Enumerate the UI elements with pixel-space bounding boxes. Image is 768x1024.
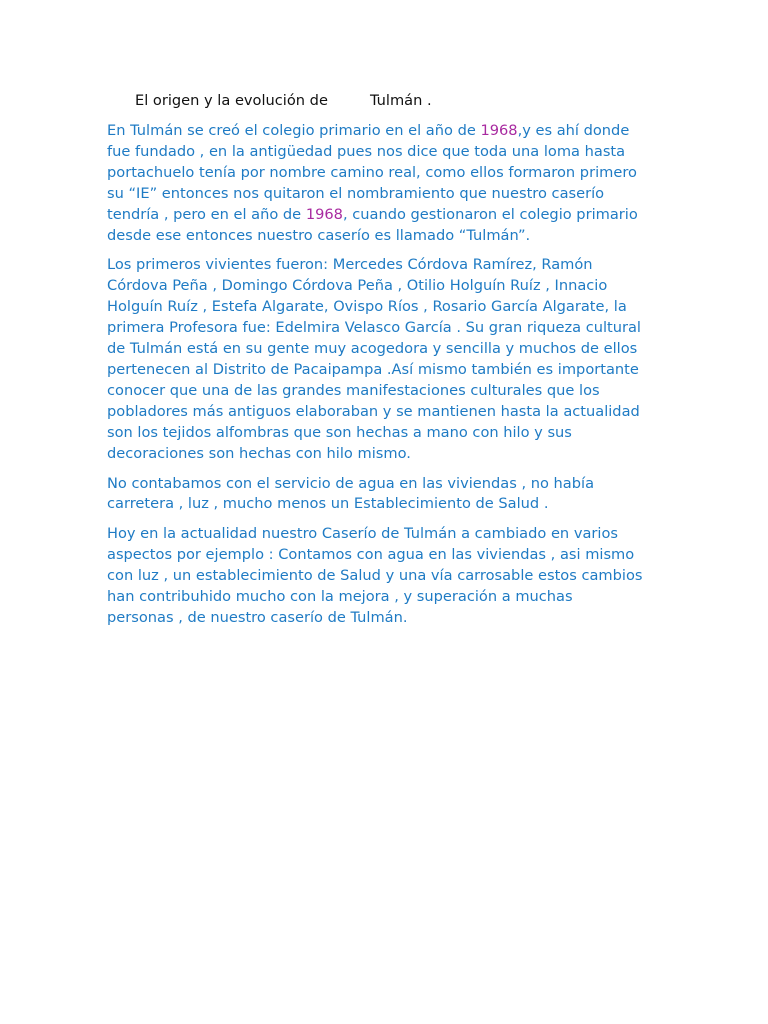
paragraph-origin-text-a: En Tulmán se creó el colegio primario en el año de	[107, 122, 481, 139]
paragraph-origin-text-c: , cuando gestionaron el colegio primario desde ese entonces nuestro caserío es llamado “Tulmán”.	[107, 205, 638, 244]
year-highlight: 1968	[480, 122, 518, 139]
document-page	[107, 90, 667, 638]
title-place-name: Tulmán .	[369, 92, 432, 109]
paragraph-past-services: No contabamos con el servicio de agua en las viviendas , no había carretera , luz , mucho menos un Establecimiento de Salud .	[107, 474, 595, 513]
paragraph-present-changes: Hoy en la actualidad nuestro Caserío de Tulmán a cambiado en varios aspectos por ejemplo : Contamos con agua en las viviendas , asi mismo con luz , un establecimiento de Salud y una vía carrosable estos cambios han contribuhido mucho con la mejora , y superación a muchas personas , de nuestro caserío de Tulmán.	[107, 525, 643, 626]
title-text: El origen y la evolución de	[135, 92, 328, 109]
paragraph-origin	[107, 121, 667, 246]
year-highlight: 1968	[305, 205, 343, 223]
document-title	[107, 90, 667, 111]
paragraph-origin-text-b: ,y es ahí donde fue fundado , en la antigüedad pues nos dice que toda una loma hasta portachuelo tenía por nombre camino real, como ellos formaron primero su “IE” entonces nos quitaron el nombramiento que nuestro caserío tendría , pero en el año de	[107, 122, 637, 223]
paragraph-first-inhabitants: Los primeros vivientes fueron: Mercedes Córdova Ramírez, Ramón Córdova Peña , Domingo Córdova Peña , Otilio Holguín Ruíz , Innacio Holguín Ruíz , Estefa Algarate, Ovispo Ríos , Rosario García Algarate, la primera Profesora fue: Edelmira Velasco García . Su gran riqueza cultural de Tulmán está en su gente muy acogedora y sencilla y muchos de ellos pertenecen al Distrito de Pacaipampa .Así mismo también es importante conocer que una de las grandes manifestaciones culturales que los pobladores más antiguos elaboraban y se mantienen hasta la actualidad son los tejidos alfombras que son hechas a mano con hilo y sus decoraciones son hechas con hilo mismo.	[107, 256, 641, 462]
